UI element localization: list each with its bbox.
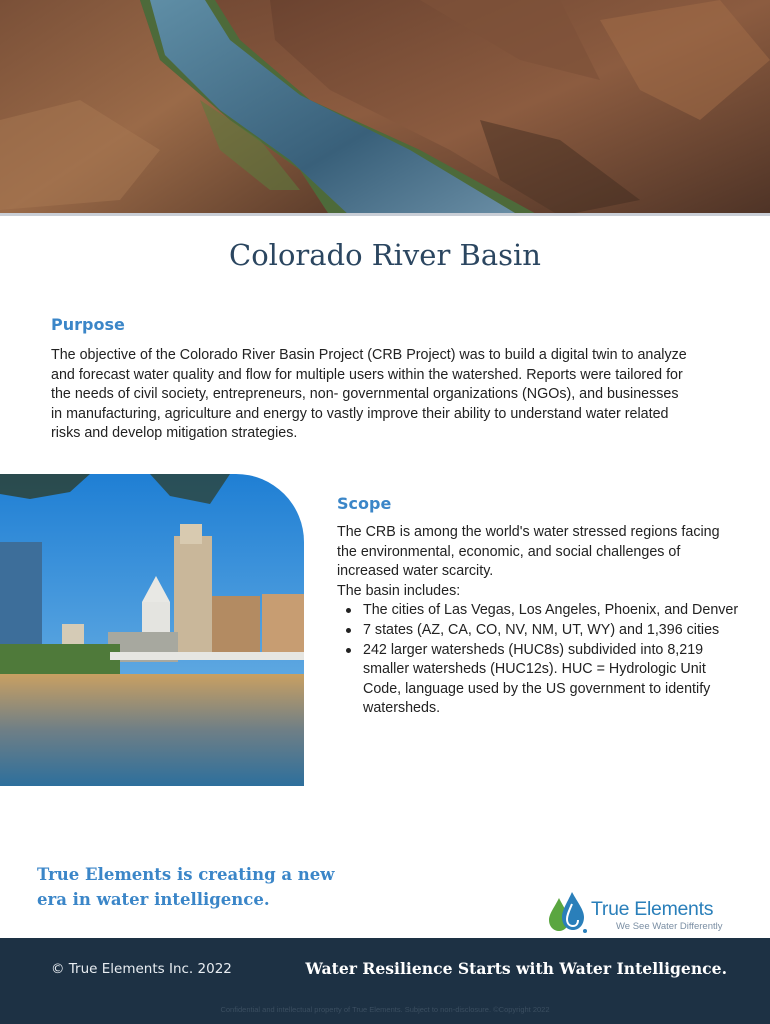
scope-includes-label: The basin includes: <box>337 582 461 599</box>
hero-canyon-image <box>0 0 770 216</box>
logo-subtitle: We See Water Differently <box>616 921 723 932</box>
scope-intro: The CRB is among the world's water stressed regions facing the environmental, economic, and social challenges of increased water scarcity. <box>337 524 720 580</box>
confidential-notice: Confidential and intellectual property of True Elements. Subject to non-disclosure. ©Copyright 2022 <box>220 1005 550 1014</box>
list-item: 7 states (AZ, CA, CO, NV, NM, UT, WY) and 1,396 cities <box>337 621 742 641</box>
page-title: Colorado River Basin <box>229 238 541 272</box>
logo-name: True Elements <box>591 898 714 920</box>
water-drops-icon <box>545 890 591 934</box>
list-item: The cities of Las Vegas, Los Angeles, Phoenix, and Denver <box>337 601 742 621</box>
purpose-heading: Purpose <box>51 315 125 334</box>
footer-slogan: Water Resilience Starts with Water Intelligence. <box>305 959 727 978</box>
true-elements-logo <box>545 888 735 934</box>
scope-list <box>337 601 742 719</box>
city-skyline-image <box>0 474 304 786</box>
list-item: 242 larger watersheds (HUC8s) subdivided into 8,219 smaller watersheds (HUC12s). HUC = Hydrologic Unit Code, language used by the US government to identify watersheds. <box>337 641 742 719</box>
footer <box>0 938 770 1024</box>
scope-heading: Scope <box>337 494 392 513</box>
purpose-paragraph: The objective of the Colorado River Basin Project (CRB Project) was to build a digital twin to analyze and forecast water quality and flow for multiple users within the watershed. Reports were tailored for the needs of civil society, entrepreneurs, non- governmental organizations (NGOs), and businesses in manufacturing, agriculture and energy to vastly improve their ability to understand water related risks and develop mitigation strategies. <box>51 347 687 442</box>
tagline: True Elements is creating a new era in water intelligence. <box>37 865 335 909</box>
scope-body <box>337 523 742 719</box>
copyright-text: © True Elements Inc. 2022 <box>51 961 232 977</box>
